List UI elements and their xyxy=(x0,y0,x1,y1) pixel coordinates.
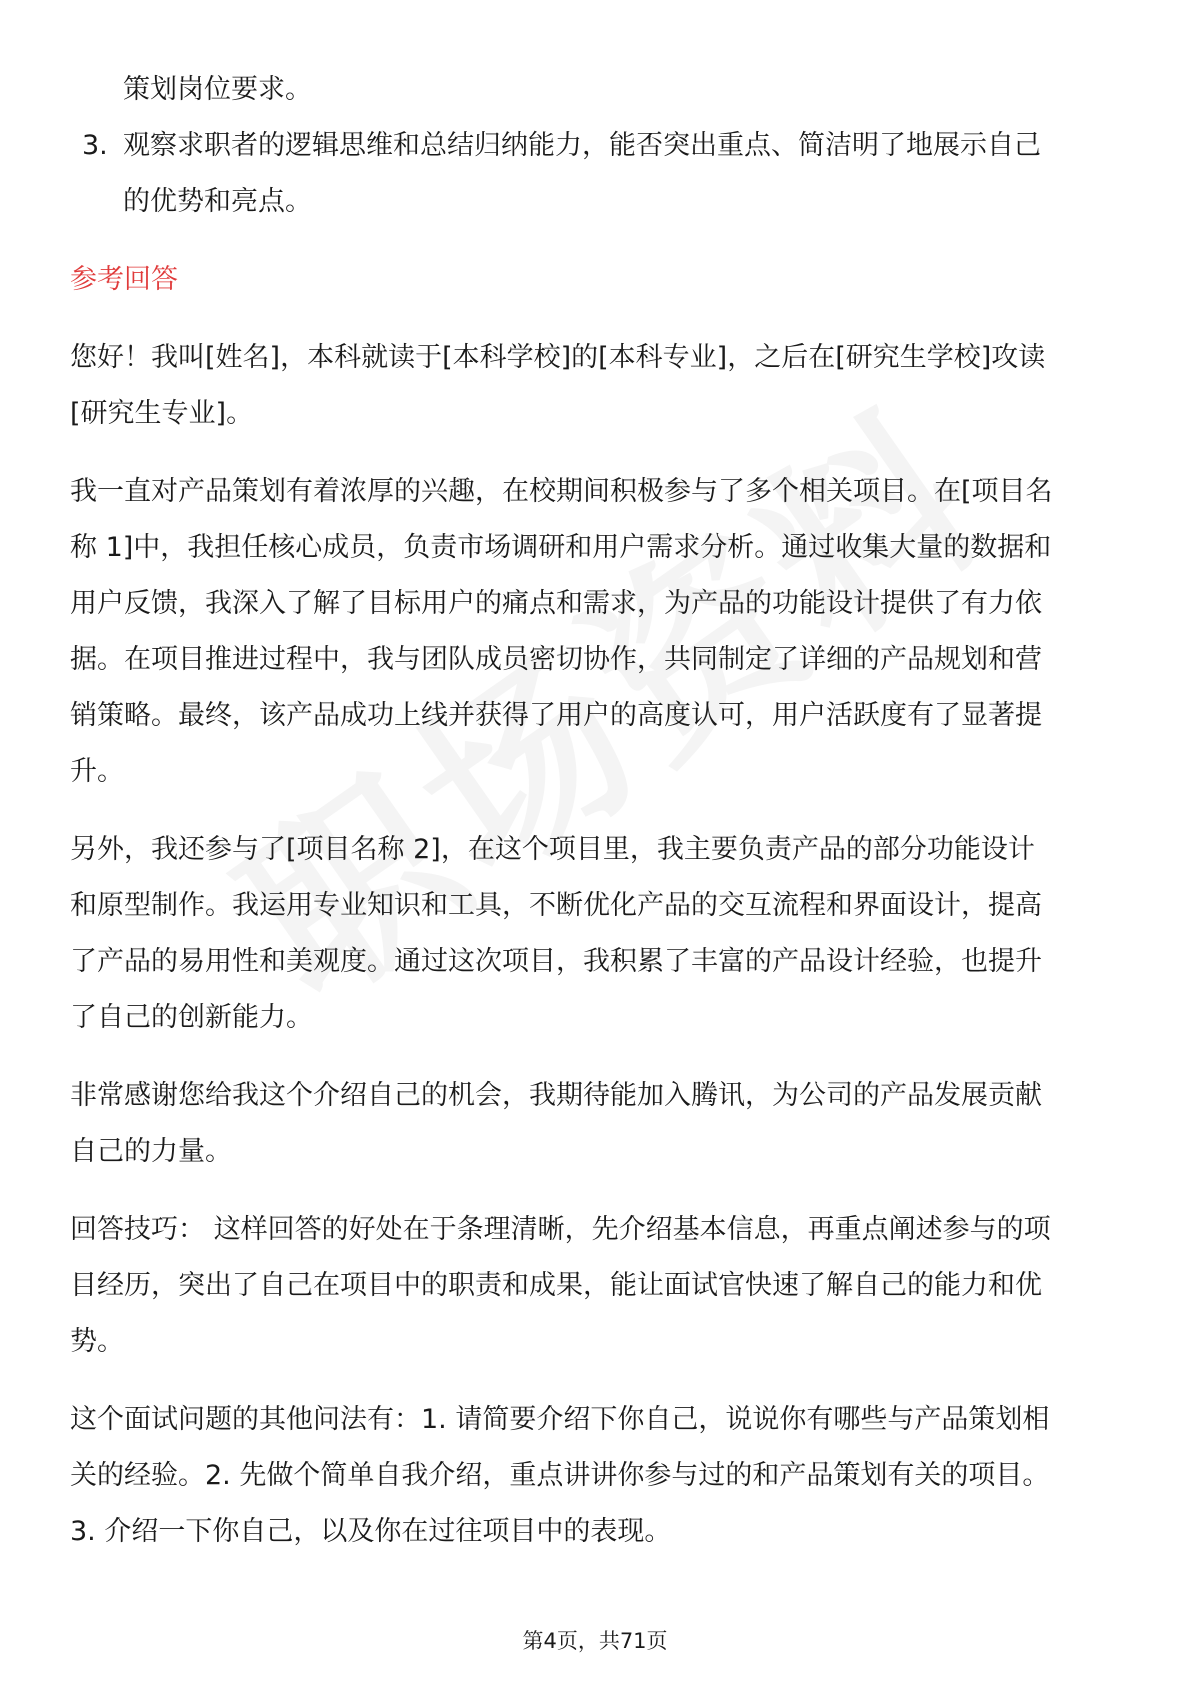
text-line: 目经历，突出了自己在项目中的职责和成果，能让面试官快速了解自己的能力和优 xyxy=(70,1270,1042,1301)
text-line: 我一直对产品策划有着浓厚的兴趣，在校期间积极参与了多个相关项目。在[项目名 xyxy=(70,476,1053,507)
text-line: 升。 xyxy=(70,756,124,787)
answer-tips xyxy=(70,1202,1110,1370)
list-item-3-line-1: 观察求职者的逻辑思维和总结归纳能力，能否突出重点、简洁明了地展示自己 xyxy=(123,130,1041,161)
text-line: 称 1]中，我担任核心成员，负责市场调研和用户需求分析。通过收集大量的数据和 xyxy=(70,532,1052,563)
list-item-2-continuation: 策划岗位要求。 xyxy=(123,74,312,105)
answer-paragraph-2 xyxy=(70,464,1110,800)
answer-paragraph-3 xyxy=(70,822,1110,1046)
page-content xyxy=(70,62,1110,1560)
answer-paragraph-4 xyxy=(70,1068,1110,1180)
text-line: 和原型制作。我运用专业知识和工具，不断优化产品的交互流程和界面设计，提高 xyxy=(70,890,1042,921)
text-line: 另外，我还参与了[项目名称 2]，在这个项目里，我主要负责产品的部分功能设计 xyxy=(70,834,1035,865)
list-number: 3. xyxy=(82,130,108,161)
text-line: 用户反馈，我深入了解了目标用户的痛点和需求，为产品的功能设计提供了有力依 xyxy=(70,588,1042,619)
section-heading-reference-answer: 参考回答 xyxy=(70,264,178,295)
text-line: 了产品的易用性和美观度。通过这次项目，我积累了丰富的产品设计经验，也提升 xyxy=(70,946,1042,977)
text-line: 了自己的创新能力。 xyxy=(70,1002,313,1033)
text-line: 销策略。最终，该产品成功上线并获得了用户的高度认可，用户活跃度有了显著提 xyxy=(70,700,1042,731)
page-number-footer: 第4页，共71页 xyxy=(522,1629,668,1653)
text-line: 3. 介绍一下你自己，以及你在过往项目中的表现。 xyxy=(70,1516,672,1547)
text-line: [研究生专业]。 xyxy=(70,398,254,429)
text-line: 非常感谢您给我这个介绍自己的机会，我期待能加入腾讯，为公司的产品发展贡献 xyxy=(70,1080,1042,1111)
text-line: 您好！我叫[姓名]，本科就读于[本科学校]的[本科专业]，之后在[研究生学校]攻读 xyxy=(70,342,1046,373)
text-line: 势。 xyxy=(70,1326,124,1357)
text-line: 回答技巧： 这样回答的好处在于条理清晰，先介绍基本信息，再重点阐述参与的项 xyxy=(70,1214,1051,1245)
text-line: 自己的力量。 xyxy=(70,1136,232,1167)
text-line: 据。在项目推进过程中，我与团队成员密切协作，共同制定了详细的产品规划和营 xyxy=(70,644,1042,675)
list-item-3-line-2: 的优势和亮点。 xyxy=(123,186,312,217)
text-line: 关的经验。2. 先做个简单自我介绍，重点讲讲你参与过的和产品策划有关的项目。 xyxy=(70,1460,1050,1491)
alternative-questions xyxy=(70,1392,1110,1560)
answer-paragraph-1 xyxy=(70,330,1110,442)
list-item-3 xyxy=(70,118,1110,230)
text-line: 这个面试问题的其他问法有：1. 请简要介绍下你自己，说说你有哪些与产品策划相 xyxy=(70,1404,1050,1435)
